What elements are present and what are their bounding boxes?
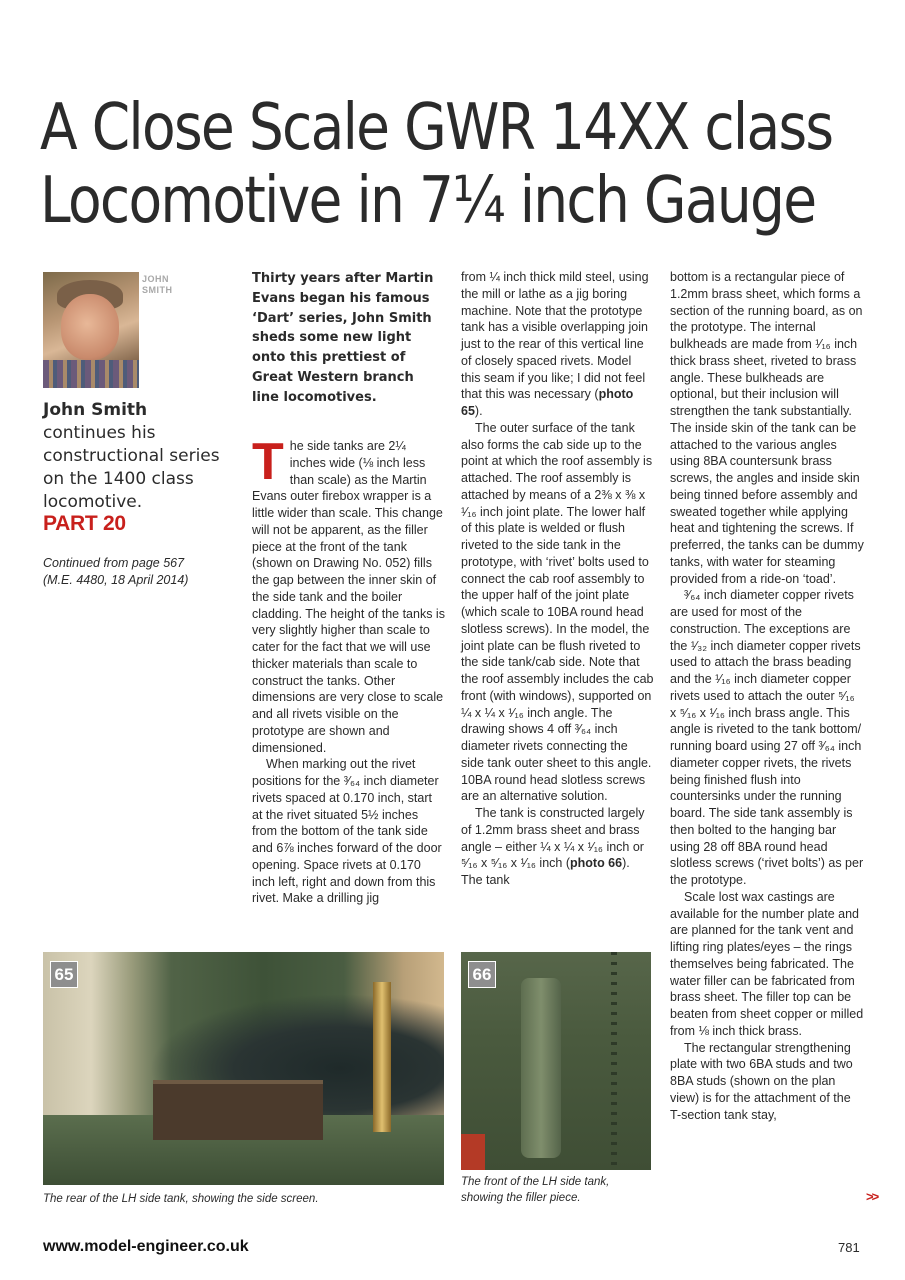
footer-url[interactable]: www.model-engineer.co.uk [43,1238,249,1255]
author-intro [43,399,233,514]
photo-65-caption: The rear of the LH side tank, showing the side screen. [43,1193,319,1205]
photo-65 [43,952,444,1185]
photo-66-caption: The front of the LH side tank, showing the filler piece. [461,1176,610,1204]
page-number: 781 [838,1240,860,1255]
author-intro-text: continues his constructional series on the 1400 class locomotive. [43,423,220,512]
photo-number-badge: 66 [468,961,496,988]
continued-note: Continued from page 567 (M.E. 4480, 18 April 2014) [43,556,189,587]
photo-66 [461,952,651,1170]
paragraph: from ¼ inch thick mild steel, using the mill or lathe as a jig boring machine. Note that the prototype tank has a visible overlapping join just to the rear of this vertical line of closely spaced rivets. Model this seam if you like; I did not feel that this was necessary (photo 65). [461,270,649,418]
title-line-2: Locomotive in 7¼ inch Gauge [40,164,816,238]
continue-arrow: >> [866,1189,878,1204]
paragraph: ³⁄₆₄ inch diameter copper rivets are used for most of the construction. The exceptions are the ¹⁄₃₂ inch diameter copper rivets used to attach the brass beading and the ¹⁄₁₆ inch diameter copper rivets used to attach the outer ⁵⁄₁₆ x ⁵⁄₁₆ x ¹⁄₁₆ inch brass angle. This angle is riveted to the tank bottom/ running board using 27 off ³⁄₆₄ inch diameter copper rivets, the rivets being finished flush into countersinks under the running board. The side tank assembly is then bolted to the hanging bar using 28 off 8BA round head slotless screws (‘rivet bolts’) as per the prototype. [670,588,864,887]
body-column-3 [670,269,864,1123]
title-line-1: A Close Scale GWR 14XX class [40,91,833,165]
photo-number-badge: 65 [50,961,78,988]
paragraph: The rectangular strengthening plate with two 6BA studs and two 8BA studs (shown on the plan view) is for the attachment of the T-section tank stay, [670,1040,853,1122]
photo-reference: photo 66 [570,856,623,871]
photo-reference: photo 65 [461,387,634,418]
drop-cap: T [252,433,284,491]
body-column-2 [461,269,654,889]
part-heading: PART 20 [43,512,126,535]
standfirst: Thirty years after Martin Evans began his famous ‘Dart’ series, John Smith sheds some new light onto this prettiest of Great Western branch line locomotives. [252,271,434,405]
paragraph: The side tanks are 2¼ inches wide (⅛ inch less than scale) as the Martin Evans outer firebox wrapper is a little wider than scale. This change will not be apparent, as the filler piece at the front of the tank (shown on Drawing No. 052) fills the gap between the inner skin of the side tank and the boiler cladding. The height of the tanks is very slightly higher than scale to cater for the fact that we will use thicker materials than scale to construct the tanks. Other dimensions are very close to scale and all rivets visible on the prototype are shown and dimensioned. [252,433,445,755]
paragraph: The tank is constructed largely of 1.2mm brass sheet and brass angle – either ¼ x ¼ x ¹⁄₁₆ inch or ⁵⁄₁₆ x ⁵⁄₁₆ x ¹⁄₁₆ inch (photo 66). The tank [461,806,645,887]
author-photo [43,272,139,388]
author-name: John Smith [43,400,148,420]
author-label: JOHN SMITH [142,274,173,295]
article-title [40,91,833,238]
paragraph: When marking out the rivet positions for the ³⁄₆₄ inch diameter rivets spaced at 0.170 inch, start at the rivet situated 5½ inches from the bottom of the tank side and 6⅞ inches forward of the door opening. Space rivets at 0.170 inch left, right and down from this rivet. Make a drilling jig [252,757,442,906]
paragraph: Scale lost wax castings are available for the number plate and are planned for the tank vent and lifting ring plates/eyes – the rings themselves being fabricated. The water filler can be fabricated from brass sheet. The filler top can be beaten from sheet copper or milled from ⅛ inch thick brass. [670,889,864,1038]
paragraph: bottom is a rectangular piece of 1.2mm brass sheet, which forms a section of the running board, as on the prototype. The internal bulkheads are made from ¹⁄₁₆ inch thick brass sheet, riveted to brass angle. These bulkheads are optional, but their inclusion will strengthen the tank substantially. The inside skin of the tank can be attached to the various angles using 8BA countersunk brass screws, the angles and inside skin being tinned before assembly and sweated together while applying heat and tightening the screws. If preferred, the tanks can be dummy tanks, with water for steaming provided from a ride-on ‘toad’. [670,270,864,586]
body-column-1 [252,433,445,907]
paragraph: The outer surface of the tank also forms the cab side up to the point at which the roof assembly is attached. The roof assembly is attached by means of a 2⅜ x ⅜ x ¹⁄₁₆ inch joint plate. The lower half of this plate is welded or flush riveted to the side tank in the prototype, with ‘rivet’ bolts used to connect the cab roof assembly to the upper half of the joint plate (which scale to 10BA round head slotless screws). In the model, the joint plate can be flush riveted to the side tank/cab side. Note that the roof assembly includes the cab front (with windows), supported on ¼ x ¼ x ¹⁄₁₆ inch angle. The drawing shows 4 off ³⁄₆₄ inch diameter rivets connecting the side tank outer sheet to this angle. 10BA round head slotless screws are an alternative solution. [461,420,654,804]
